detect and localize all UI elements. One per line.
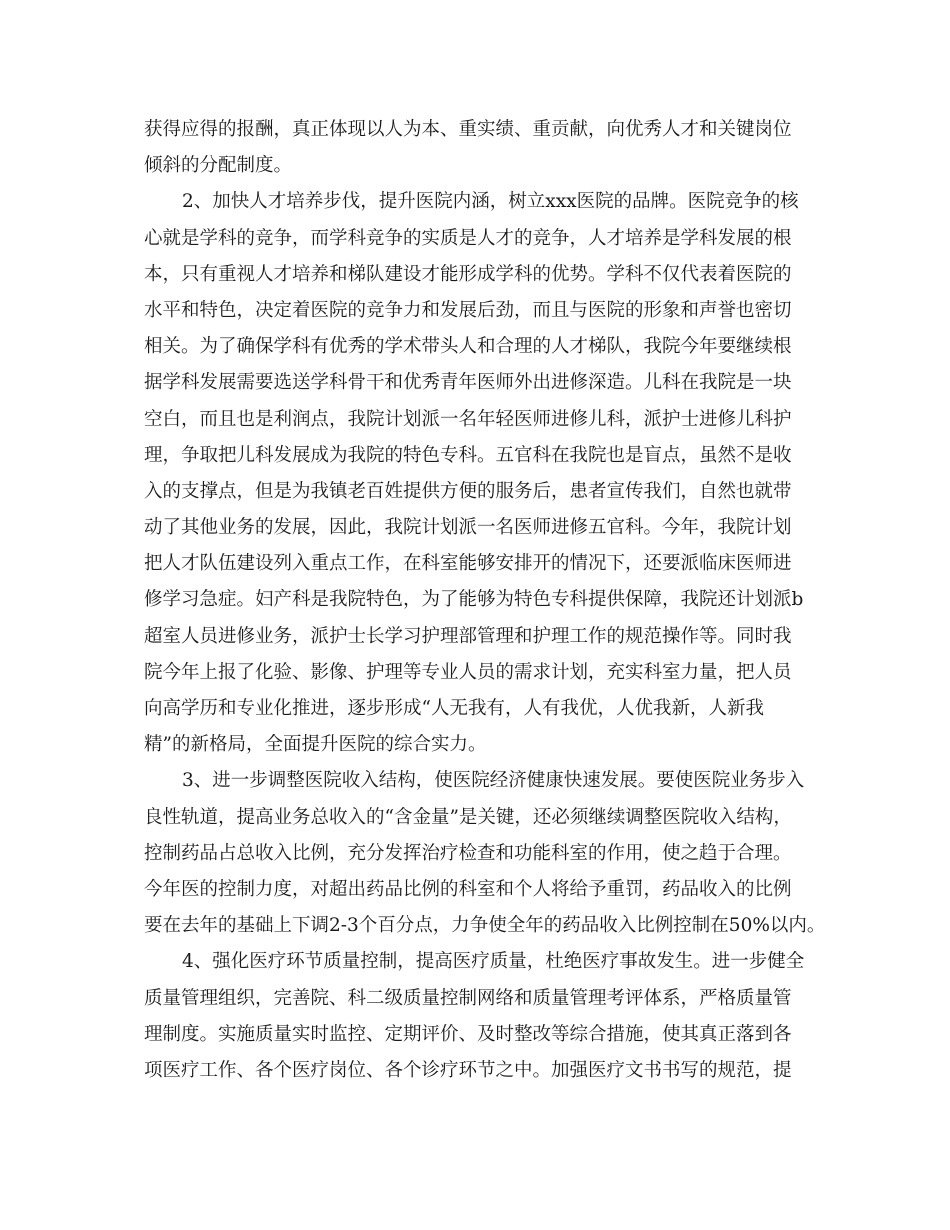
text-line: 精”的新格局，全面提升医院的综合实力。 (144, 734, 487, 756)
text-line: 质量管理组织，完善院、科二级质量控制网络和质量管理考评体系，严格质量管 (144, 987, 792, 1009)
text-line: 院今年上报了化验、影像、护理等专业人员的需求计划，充实科室力量，把人员 (144, 661, 792, 683)
text-line: 心就是学科的竞争，而学科竞争的实质是人才的竞争，人才培养是学科发展的根 (144, 227, 792, 249)
paragraph-first-line: 3、进一步调整医院收入结构，使医院经济健康快速发展。要使医院业务步入 (182, 770, 805, 792)
text-line: 修学习急症。妇产科是我院特色，为了能够为特色专科提供保障，我院还计划派b (144, 589, 804, 611)
text-line: 今年医的控制力度，对超出药品比例的科室和个人将给予重罚，药品收入的比例 (144, 878, 792, 900)
text-line: 理，争取把儿科发展成为我院的特色专科。五官科在我院也是盲点，虽然不是收 (144, 444, 792, 466)
text-line: 本，只有重视人才培养和梯队建设才能形成学科的优势。学科不仅代表着医院的 (144, 263, 792, 285)
text-line: 良性轨道，提高业务总收入的“含金量”是关键，还必须继续调整医院收入结构， (144, 806, 792, 828)
paragraph-first-line: 4、强化医疗环节质量控制，提高医疗质量，杜绝医疗事故发生。进一步健全 (182, 951, 805, 973)
text-line: 理制度。实施质量实时监控、定期评价、及时整改等综合措施，使其真正落到各 (144, 1023, 792, 1045)
text-line: 项医疗工作、各个医疗岗位、各个诊疗环节之中。加强医疗文书书写的规范，提 (144, 1059, 792, 1081)
text-line: 入的支撑点，但是为我镇老百姓提供方便的服务后，患者宣传我们，自然也就带 (144, 480, 792, 502)
paragraph-first-line: 2、加快人才培养步伐，提升医院内涵，树立xxx医院的品牌。医院竞争的核 (182, 191, 799, 213)
text-line: 控制药品占总收入比例，充分发挥治疗检查和功能科室的作用，使之趋于合理。 (144, 842, 792, 864)
text-line: 要在去年的基础上下调2-3个百分点，力争使全年的药品收入比例控制在50%以内。 (144, 915, 826, 937)
text-line: 空白，而且也是利润点，我院计划派一名年轻医师进修儿科，派护士进修儿科护 (144, 408, 792, 430)
text-line: 超室人员进修业务，派护士长学习护理部管理和护理工作的规范操作等。同时我 (144, 625, 792, 647)
text-line: 据学科发展需要选送学科骨干和优秀青年医师外出进修深造。儿科在我院是一块 (144, 372, 792, 394)
text-line: 动了其他业务的发展，因此，我院计划派一名医师进修五官科。今年，我院计划 (144, 517, 792, 539)
text-line: 水平和特色，决定着医院的竞争力和发展后劲，而且与医院的形象和声誉也密切 (144, 299, 792, 321)
text-line: 获得应得的报酬，真正体现以人为本、重实绩、重贡献，向优秀人才和关键岗位 (144, 119, 792, 140)
text-line: 向高学历和专业化推进，逐步形成“人无我有，人有我优，人优我新，人新我 (144, 698, 764, 719)
text-line: 倾斜的分配制度。 (144, 155, 293, 177)
text-line: 把人才队伍建设列入重点工作，在科室能够安排开的情况下，还要派临床医师进 (144, 553, 792, 575)
body-text (144, 112, 824, 1089)
text-line: 相关。为了确保学科有优秀的学术带头人和合理的人才梯队，我院今年要继续根 (144, 336, 792, 358)
